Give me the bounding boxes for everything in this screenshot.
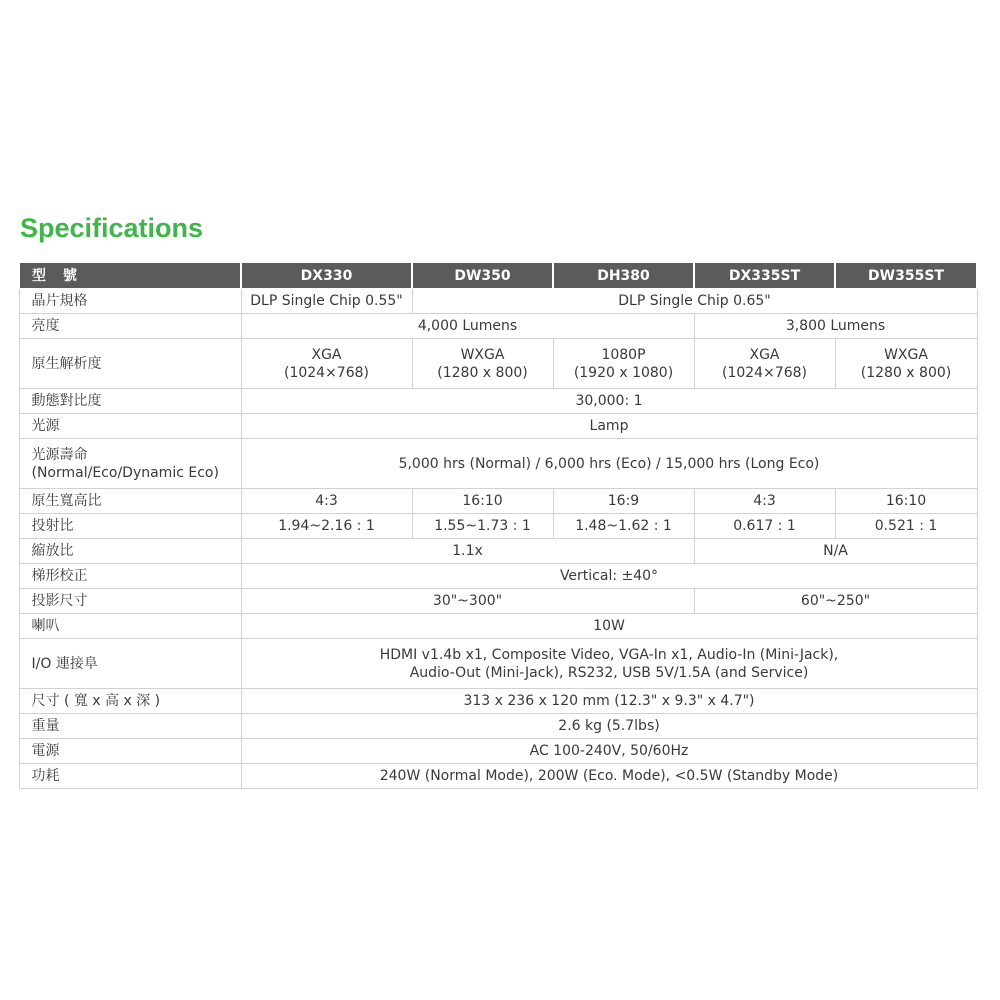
row-label: 梯形校正 xyxy=(19,564,241,589)
row-label: 投射比 xyxy=(19,514,241,539)
spec-value: 30,000: 1 xyxy=(241,389,977,414)
row-label: 光源 xyxy=(19,414,241,439)
spec-value: 16:9 xyxy=(553,489,694,514)
row-label: 喇叭 xyxy=(19,614,241,639)
row-label: 原生解析度 xyxy=(19,339,241,389)
row-label xyxy=(19,439,241,489)
resolution-pixels: (1280 x 800) xyxy=(437,364,528,381)
spec-row-power xyxy=(19,739,977,764)
resolution-name: XGA xyxy=(749,346,780,363)
row-label: 電源 xyxy=(19,739,241,764)
spec-value xyxy=(835,339,977,389)
header-label: 型 號 xyxy=(19,263,241,289)
spec-value: N/A xyxy=(694,539,977,564)
model-header: DW350 xyxy=(412,263,553,289)
spec-value: 0.617 : 1 xyxy=(694,514,835,539)
row-label: 動態對比度 xyxy=(19,389,241,414)
spec-value: 60"~250" xyxy=(694,589,977,614)
spec-row-chip xyxy=(19,289,977,314)
spec-row-dimensions xyxy=(19,689,977,714)
resolution-name: XGA xyxy=(311,346,342,363)
resolution-name: WXGA xyxy=(460,346,505,363)
spec-row-speaker xyxy=(19,614,977,639)
spec-row-weight xyxy=(19,714,977,739)
model-header: DW355ST xyxy=(835,263,977,289)
io-line: HDMI v1.4b x1, Composite Video, VGA-In x1, Audio-In (Mini-Jack), xyxy=(379,646,839,663)
spec-value: 4:3 xyxy=(241,489,412,514)
row-label: 縮放比 xyxy=(19,539,241,564)
spec-value xyxy=(412,339,553,389)
spec-value xyxy=(553,339,694,389)
spec-row-brightness xyxy=(19,314,977,339)
spec-row-aspect xyxy=(19,489,977,514)
spec-value: 2.6 kg (5.7lbs) xyxy=(241,714,977,739)
spec-table xyxy=(18,262,978,789)
row-label: 投影尺寸 xyxy=(19,589,241,614)
spec-value: 16:10 xyxy=(412,489,553,514)
spec-value xyxy=(241,339,412,389)
spec-row-image-size xyxy=(19,589,977,614)
spec-row-contrast xyxy=(19,389,977,414)
spec-value: 4,000 Lumens xyxy=(241,314,694,339)
row-label: 原生寬高比 xyxy=(19,489,241,514)
spec-value: DLP Single Chip 0.65" xyxy=(412,289,977,314)
spec-row-throw xyxy=(19,514,977,539)
row-label: 尺寸 ( 寬 x 高 x 深 ) xyxy=(19,689,241,714)
spec-value: 4:3 xyxy=(694,489,835,514)
row-label: 亮度 xyxy=(19,314,241,339)
spec-value: 1.48~1.62 : 1 xyxy=(553,514,694,539)
spec-row-io xyxy=(19,639,977,689)
model-header: DH380 xyxy=(553,263,694,289)
spec-value: 5,000 hrs (Normal) / 6,000 hrs (Eco) / 15,000 hrs (Long Eco) xyxy=(241,439,977,489)
resolution-name: WXGA xyxy=(884,346,928,363)
row-label-line: 光源壽命 xyxy=(31,446,88,463)
spec-value xyxy=(241,639,977,689)
row-label-line: (Normal/Eco/Dynamic Eco) xyxy=(31,464,219,481)
io-line: Audio-Out (Mini-Jack), RS232, USB 5V/1.5A (and Service) xyxy=(409,664,809,681)
spec-row-resolution xyxy=(19,339,977,389)
resolution-name: 1080P xyxy=(601,346,646,363)
row-label: 晶片規格 xyxy=(19,289,241,314)
spec-value: Lamp xyxy=(241,414,977,439)
spec-value: 240W (Normal Mode), 200W (Eco. Mode), <0.5W (Standby Mode) xyxy=(241,764,977,789)
spec-row-keystone xyxy=(19,564,977,589)
spec-value: AC 100-240V, 50/60Hz xyxy=(241,739,977,764)
spec-value: 10W xyxy=(241,614,977,639)
row-label: I/O 連接阜 xyxy=(19,639,241,689)
spec-value xyxy=(694,339,835,389)
spec-value: 30"~300" xyxy=(241,589,694,614)
spec-value: 1.55~1.73 : 1 xyxy=(412,514,553,539)
model-header: DX330 xyxy=(241,263,412,289)
row-label: 重量 xyxy=(19,714,241,739)
spec-value: 3,800 Lumens xyxy=(694,314,977,339)
spec-value: 16:10 xyxy=(835,489,977,514)
spec-value: 1.1x xyxy=(241,539,694,564)
spec-value: 1.94~2.16 : 1 xyxy=(241,514,412,539)
spec-value: 0.521 : 1 xyxy=(835,514,977,539)
spec-row-light-source xyxy=(19,414,977,439)
model-header: DX335ST xyxy=(694,263,835,289)
spec-row-lamp-life xyxy=(19,439,977,489)
spec-value: 313 x 236 x 120 mm (12.3" x 9.3" x 4.7") xyxy=(241,689,977,714)
spec-value: Vertical: ±40° xyxy=(241,564,977,589)
spec-row-zoom xyxy=(19,539,977,564)
resolution-pixels: (1280 x 800) xyxy=(860,364,952,381)
spec-value: DLP Single Chip 0.55" xyxy=(241,289,412,314)
row-label: 功耗 xyxy=(19,764,241,789)
spec-row-consumption xyxy=(19,764,977,789)
header-row xyxy=(19,263,977,289)
resolution-pixels: (1920 x 1080) xyxy=(573,364,674,381)
page-title: Specifications xyxy=(20,213,204,243)
resolution-pixels: (1024×768) xyxy=(283,364,369,381)
resolution-pixels: (1024×768) xyxy=(721,364,807,381)
